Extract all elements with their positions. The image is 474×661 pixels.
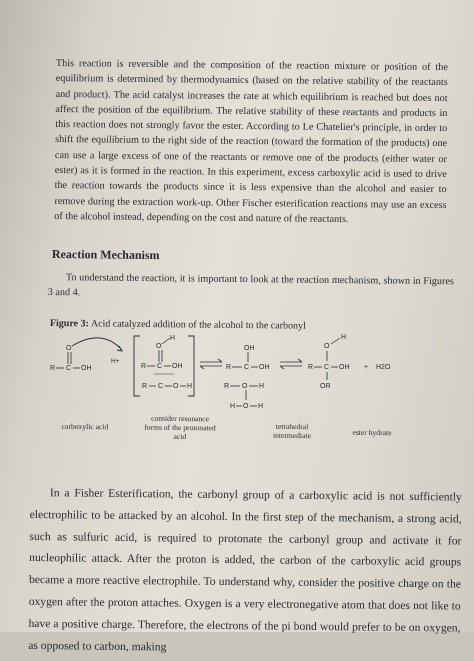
- atom-h-tetra-left: H: [230, 403, 236, 410]
- atom-r-hydrate: R: [308, 364, 314, 371]
- atom-r-tetra-2: R: [224, 383, 230, 390]
- label-tetrahedral-intermediate: tetrahedral intermediate: [272, 421, 311, 441]
- atom-o-hydrate: O: [324, 343, 330, 350]
- atom-c-resonance-1: C: [157, 363, 163, 370]
- label-resonance-forms: consider resonance forms of the protonated acid: [144, 413, 216, 442]
- paragraph-fisher-esterification: In a Fisher Esterification, the carbonyl group of a carboxylic acid is not sufficiently electrophilic to be attacked by an alcohol. In the first step of the mechanism, a strong acid, such as sulfuric acid, is required to protonate the carbonyl group and activate it for nucleophilic attack. After the proton is added, the carbon of the carboxylic acid groups became a more reactive electrophile. To understand why, consider the positive charge on the oxygen after the proton attaches. Oxygen is a very electronegative atom that does not like to have a positive charge. Therefore, the electrons of the pi bond would prefer to be on oxygen, as opposed to carbon, making: [28, 486, 462, 654]
- tetrahedral-intermediate-structure: [224, 345, 270, 410]
- atom-o-tetra: O: [242, 383, 248, 390]
- label-ester-hydrate: ester hydrate: [352, 427, 392, 438]
- paragraph-mechanism-intro: To understand the reaction, it is important to look at the reaction mechanism, shown in Figures 3 and 4.: [47, 272, 454, 299]
- paragraph-equilibrium: This reaction is reversible and the composition of the reaction mixture or position of the equilibrium is determined by thermodynamics (based on the relative stability of the reactants and product). The acid catalyst increases the rate at which equilibrium is reached but does not affect the position of the equilibrium. The relative stability of these reactants and products in this reaction does not strongly favor the ester. According to Le Chatelier's principle, in order to shift the equilibrium to the right side of the reaction (toward the formation of the products) one can use a large excess of one of the reactants or remove one of the products (either water or ester) as it is formed in the reaction. In this experiment, excess carboxylic acid is used to drive the reaction towards the products since it is less expensive than the alcohol and easier to remove during the extraction work-up. Other Fischer esterification reactions may use an excess of the alcohol instead, depending on the cost and nature of the reactants.: [54, 57, 448, 226]
- equilibrium-arrow-1: [200, 359, 222, 369]
- plus-sign: +: [364, 364, 369, 371]
- atom-oh-tetra-top: OH: [244, 345, 255, 352]
- label-carboxylic-acid: carboxylic acid: [61, 421, 109, 432]
- section-heading: Reaction Mechanism: [51, 247, 160, 263]
- atom-r-tetra: R: [226, 364, 232, 371]
- atom-c-hydrate: C: [324, 364, 330, 371]
- atom-h-resonance: H: [170, 335, 176, 342]
- atom-r-resonance-2: R: [142, 383, 148, 390]
- carboxylic-acid-structure: [50, 338, 122, 372]
- atom-or-hydrate: OR: [320, 383, 331, 390]
- atom-h-tetra-right: H: [258, 403, 264, 410]
- atom-c-resonance-2: C: [158, 383, 164, 390]
- atom-oh-1: OH: [81, 365, 92, 372]
- atom-c-1: C: [66, 365, 72, 372]
- atom-o-resonance-2: O: [173, 383, 179, 390]
- atom-c-tetra: C: [244, 364, 250, 371]
- atom-h-hydrate: H: [341, 334, 347, 341]
- atom-o-resonance-1: O: [156, 343, 162, 350]
- water-molecule: H2O: [376, 364, 391, 371]
- equilibrium-arrow-2: [280, 359, 302, 369]
- ester-hydrate-structure: [308, 334, 350, 390]
- atom-oh-tetra: OH: [259, 364, 270, 371]
- proton-label: H+: [111, 358, 120, 365]
- atom-h-resonance-2: H: [187, 383, 193, 390]
- atom-r-resonance-1: R: [141, 363, 147, 370]
- atom-oh-resonance-1: OH: [172, 363, 183, 370]
- figure-caption-text: Acid catalyzed addition of the alcohol to the carbonyl: [88, 318, 306, 332]
- figure-label: Figure 3:: [49, 318, 89, 330]
- resonance-bracket: [134, 335, 194, 396]
- atom-h-tetra: H: [259, 383, 265, 390]
- curved-arrow: [72, 338, 122, 350]
- atom-o-tetra-bottom: O: [243, 403, 249, 410]
- atom-r-1: R: [50, 365, 56, 372]
- atom-oh-hydrate: OH: [339, 364, 350, 371]
- atom-o-carbonyl-1: O: [66, 345, 72, 352]
